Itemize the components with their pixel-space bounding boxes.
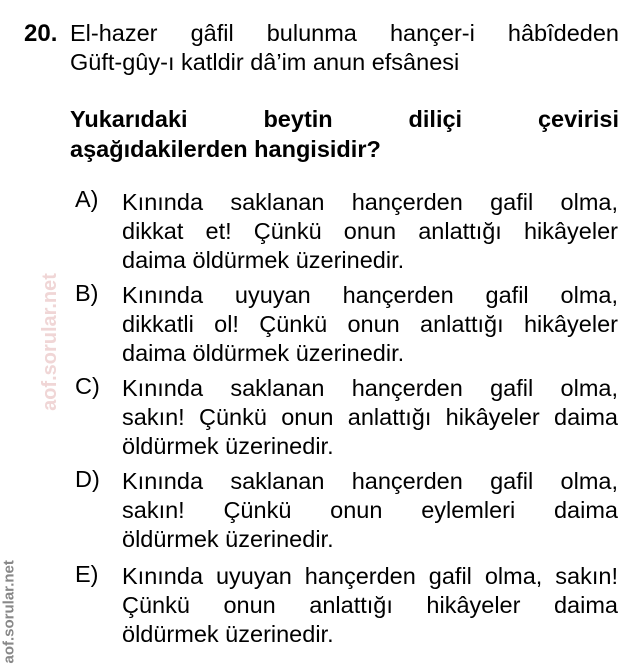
option-a-label[interactable]: A) <box>75 186 99 212</box>
option-line: sakın! Çünkü onun eylemleri daima <box>122 497 618 523</box>
option-line: Kınında uyuyan hançerden gafil olma, sakın! <box>122 563 618 589</box>
stem-line: aşağıdakilerden hangisidir? <box>70 136 381 162</box>
option-c-label[interactable]: C) <box>75 373 100 399</box>
question-stem <box>70 104 619 164</box>
option-e-label[interactable]: E) <box>75 561 99 587</box>
option-d-label[interactable]: D) <box>75 466 100 492</box>
verse-line: Güft-gûy-ı katldir dâ’im anun efsânesi <box>70 49 460 75</box>
option-line: Kınında saklanan hançerden gafil olma, <box>122 375 618 401</box>
option-line: Çünkü onun anlattığı hikâyeler daima <box>122 592 618 618</box>
option-a[interactable] <box>122 188 618 275</box>
watermark: aof.sorular.net <box>39 273 61 411</box>
option-line: dikkatli ol! Çünkü onun anlattığı hikâyeler <box>122 311 618 337</box>
option-line: öldürmek üzerinedir. <box>122 433 334 459</box>
option-c[interactable] <box>122 374 618 461</box>
option-line: öldürmek üzerinedir. <box>122 621 334 647</box>
option-line: dikkat et! Çünkü onun anlattığı hikâyeler <box>122 218 618 244</box>
option-line: Kınında saklanan hançerden gafil olma, <box>122 468 618 494</box>
stem-line: Yukarıdaki beytin diliçi çevirisi <box>70 106 619 132</box>
option-line: daima öldürmek üzerinedir. <box>122 247 405 273</box>
option-line: Kınında uyuyan hançerden gafil olma, <box>122 282 618 308</box>
option-line: sakın! Çünkü onun anlattığı hikâyeler daima <box>122 404 618 430</box>
verse-line: El-hazer gâfil bulunma hançer-i hâbîdeden <box>70 20 619 46</box>
side-watermark: aof.sorular.net <box>0 560 18 664</box>
option-e[interactable] <box>122 562 618 649</box>
option-line: öldürmek üzerinedir. <box>122 526 334 552</box>
question-verse <box>70 19 619 77</box>
question-number: 20. <box>24 20 58 47</box>
option-line: daima öldürmek üzerinedir. <box>122 340 405 366</box>
option-b[interactable] <box>122 281 618 368</box>
option-line: Kınında saklanan hançerden gafil olma, <box>122 189 618 215</box>
option-b-label[interactable]: B) <box>75 280 99 306</box>
option-d[interactable] <box>122 467 618 554</box>
